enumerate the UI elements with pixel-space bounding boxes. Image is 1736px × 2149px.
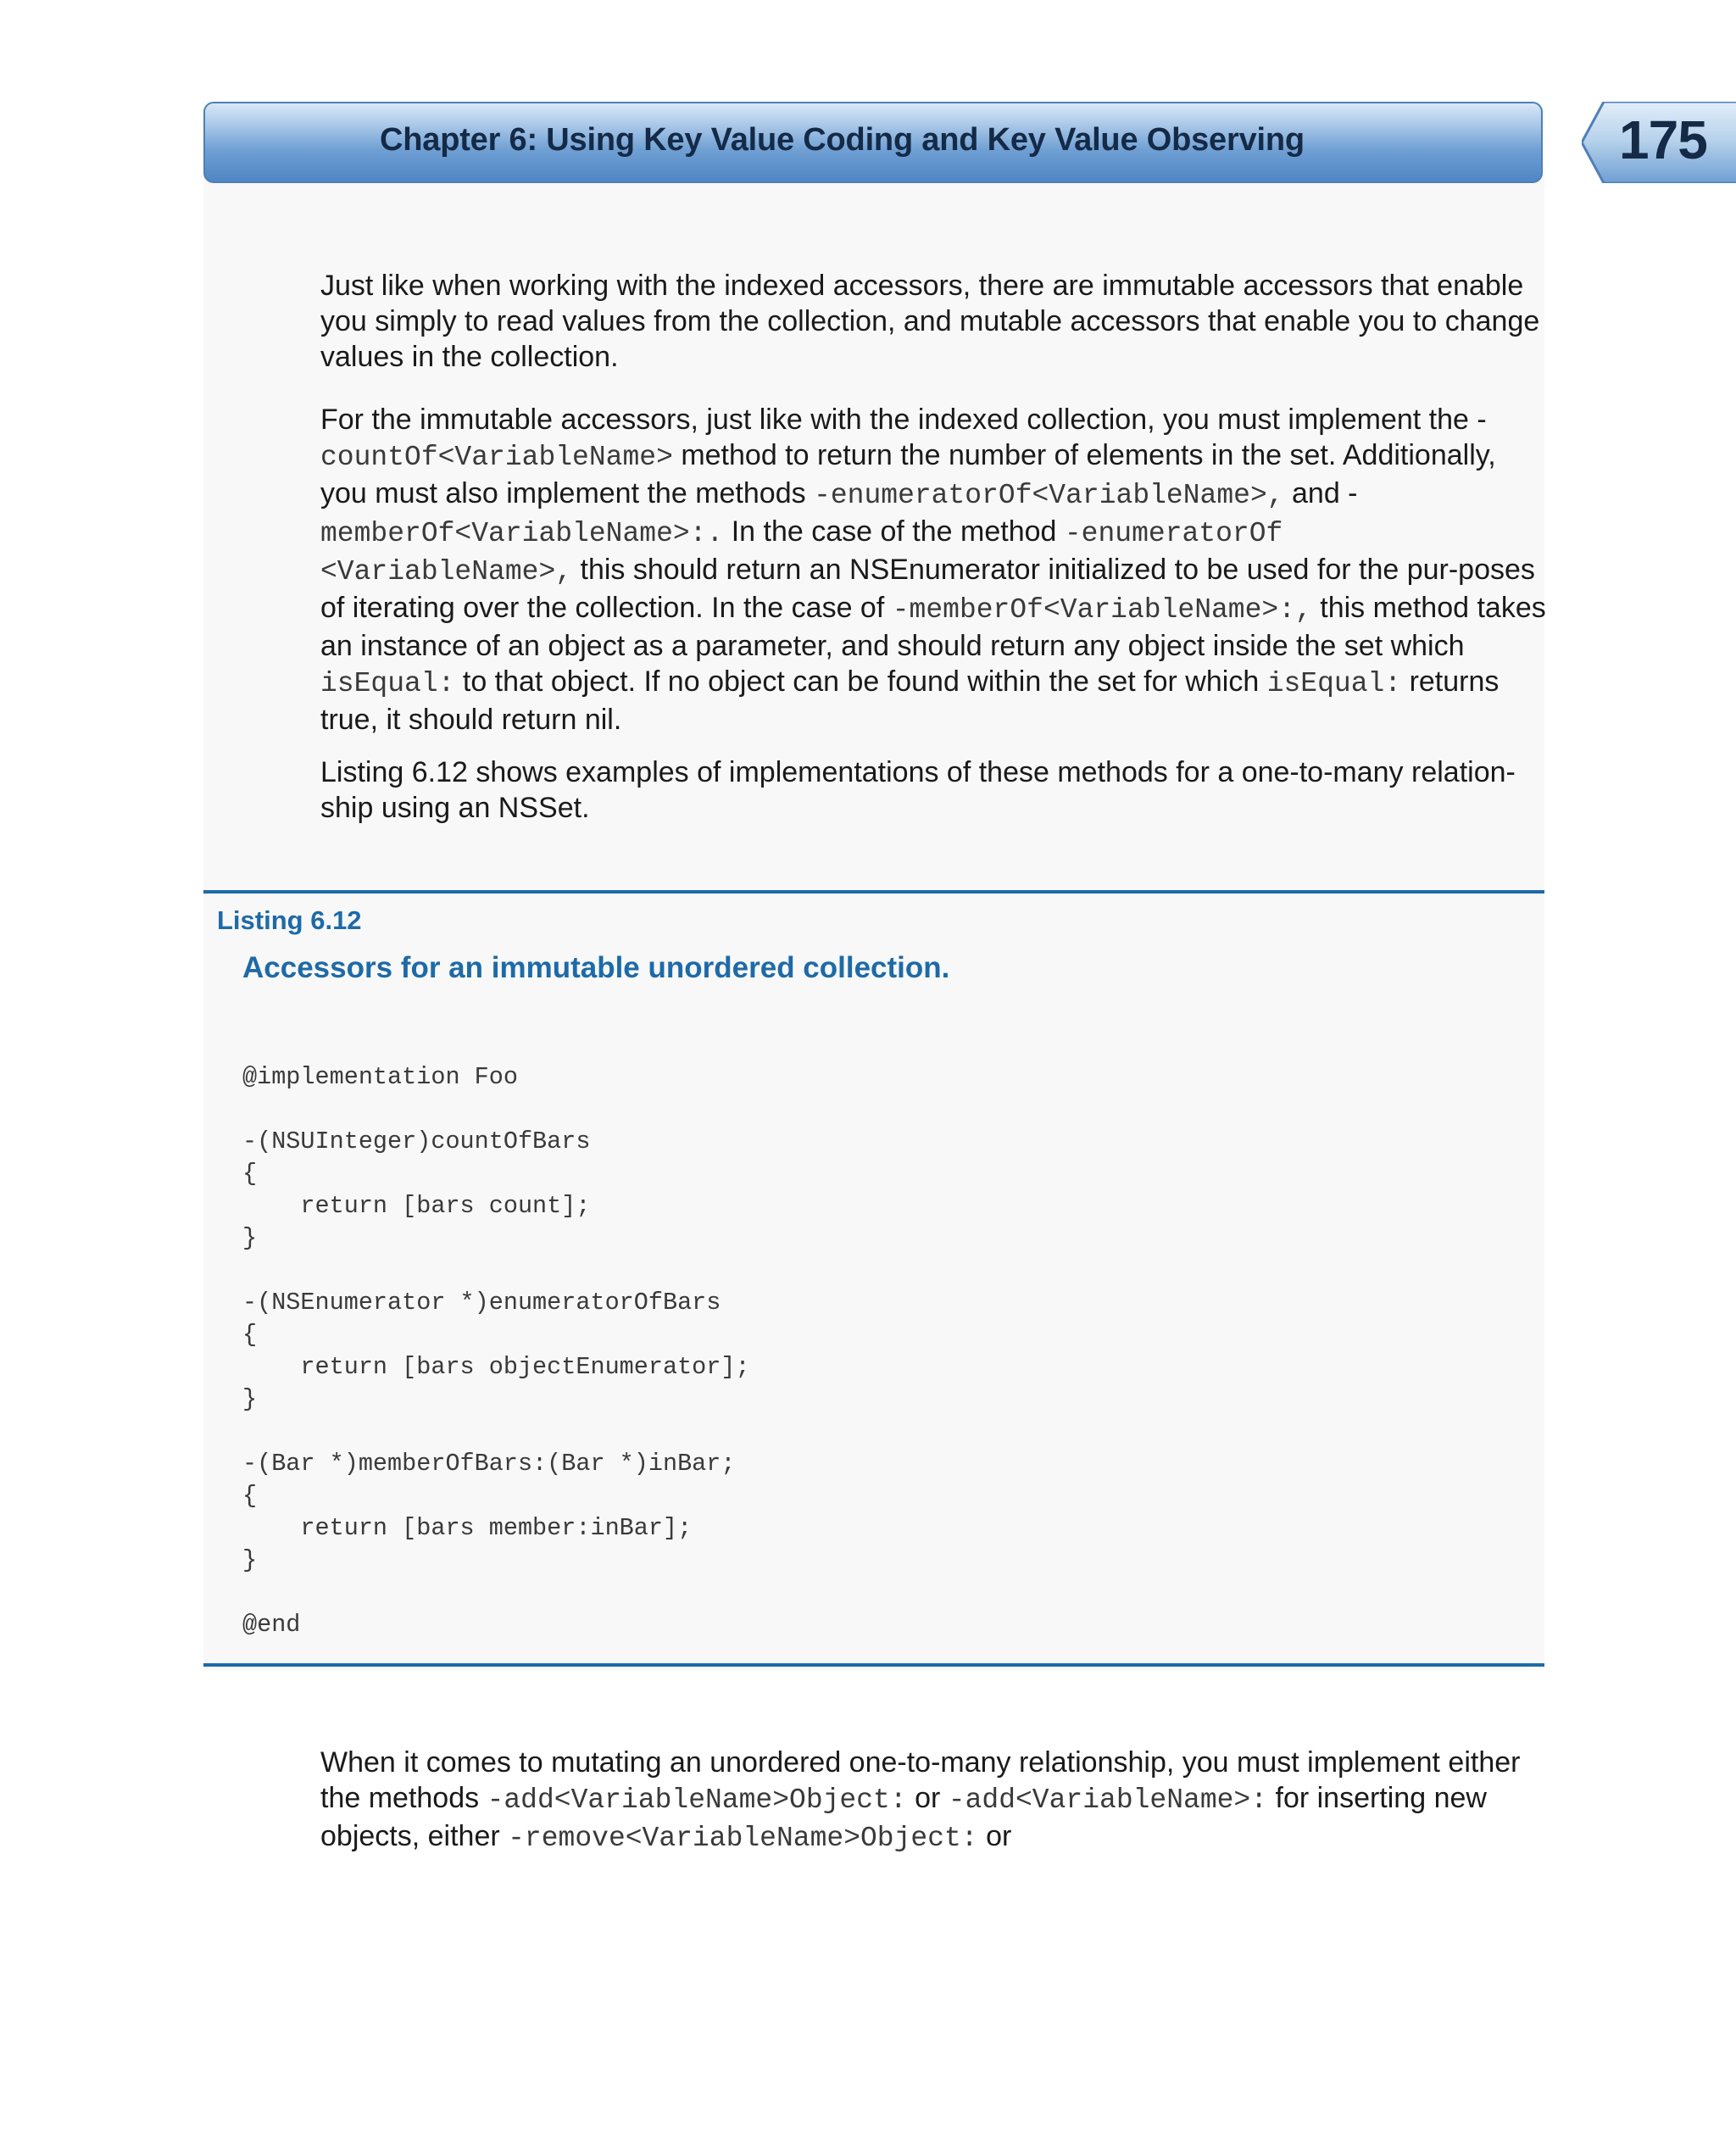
text-run: or — [906, 1782, 949, 1814]
paragraph-intro: Just like when working with the indexed accessors, there are immutable accessors that enable you simply to read values from the collection, and mutable accessors that enable you to change values in the collection. — [320, 270, 1540, 373]
text-run: method to return the number of elements in the set. Additionally, you must also implement the methods — [320, 439, 1496, 509]
text-run: to that object. If no object can be found within the set for which — [454, 665, 1267, 698]
page-number: 175 — [1619, 109, 1707, 170]
text-run: When it comes to mutating an unordered one-to-many relationship, you must implement either the methods — [320, 1746, 1521, 1814]
inline-code: countOf<VariableName> — [320, 442, 673, 473]
inline-code: memberOf<VariableName>:. — [320, 518, 724, 549]
inline-code: -remove<VariableName>Object: — [508, 1823, 978, 1854]
text-run: For the immutable accessors, just like with the indexed collection, you must implement the - — [320, 404, 1487, 436]
listing-caption: Accessors for an immutable unordered collection. — [242, 951, 950, 984]
inline-code: isEqual: — [320, 668, 455, 699]
listing-bottom-rule — [203, 1663, 1544, 1667]
text-run: for inserting new objects, either — [320, 1782, 1487, 1852]
chapter-header-bar — [203, 102, 1707, 183]
inline-code: -enumeratorOf<VariableName>, — [814, 480, 1284, 511]
chapter-title: Chapter 6: Using Key Value Coding and Key Value Observing — [380, 122, 1305, 158]
listing-label: Listing 6.12 — [217, 905, 362, 935]
inline-code: -enumeratorOf <VariableName>, — [320, 518, 1283, 587]
paragraph-immutable-accessors — [320, 402, 1546, 738]
text-run: In the case of the method — [723, 515, 1065, 548]
paragraph-mutating — [320, 1745, 1546, 1857]
paragraph-listing-intro: Listing 6.12 shows examples of implementations of these methods for a one-to-many relation-ship using an NSSet. — [320, 756, 1516, 824]
text-run: this should return an NSEnumerator initialized to be used for the pur-poses of iterating over the collection. In the case of — [320, 554, 1535, 624]
inline-code: -add<VariableName>: — [948, 1784, 1268, 1816]
inline-code: -memberOf<VariableName>:, — [892, 594, 1312, 626]
listing-top-rule — [203, 890, 1544, 894]
inline-code: isEqual: — [1266, 668, 1402, 699]
inline-code: -add<VariableName>Object: — [487, 1784, 907, 1816]
text-run: and - — [1283, 477, 1358, 509]
text-run: this method takes an instance of an object as a parameter, and should return any object inside the set which — [320, 592, 1546, 662]
code-listing: @implementation Foo -(NSUInteger)countOfBars { return [bars count]; } -(NSEnumerator *)enumeratorOfBars { return [bars objectEnumerator]; } -(Bar *)memberOfBars:(Bar *)inBar; { return [bars member:inBar]; } @end — [242, 1063, 750, 1639]
text-run: or — [977, 1820, 1012, 1852]
text-run: returns true, it should return nil. — [320, 665, 1500, 736]
